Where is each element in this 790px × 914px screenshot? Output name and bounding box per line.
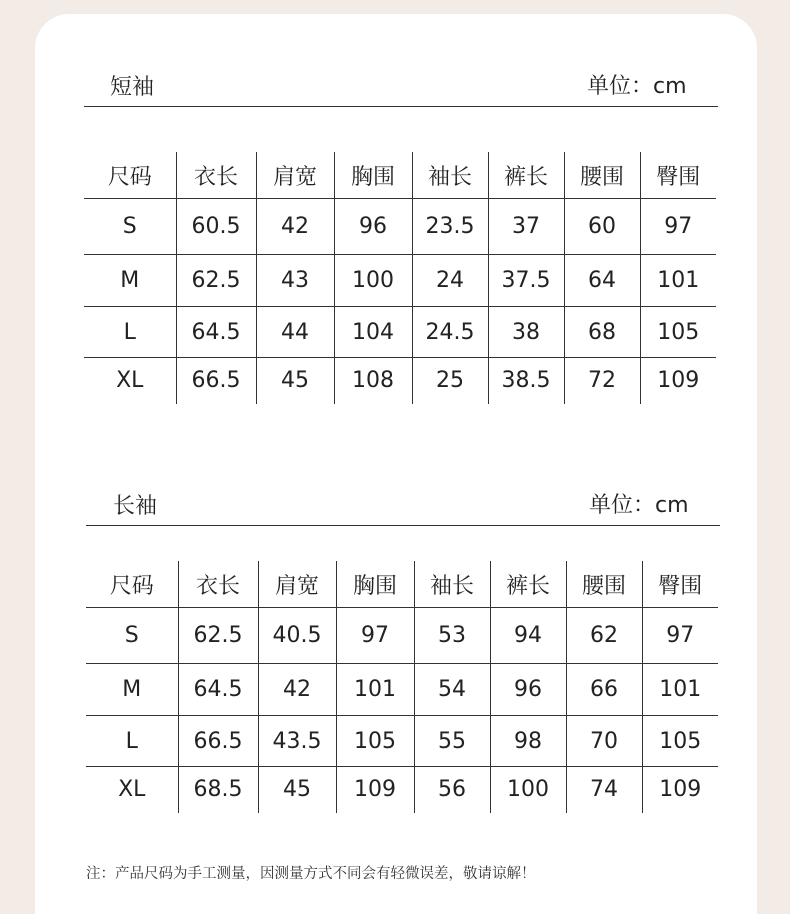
long-sleeve-title: 长袖 <box>113 494 158 519</box>
size-cell: M <box>84 255 176 307</box>
table-cell: 42 <box>256 199 334 255</box>
table-cell: 70 <box>566 716 642 767</box>
table-cell: 96 <box>490 664 566 716</box>
table-row <box>86 716 718 767</box>
table-cell: 105 <box>336 716 414 767</box>
table-cell: 25 <box>412 358 488 404</box>
table-cell: 66.5 <box>178 716 258 767</box>
table-cell: 60 <box>564 199 640 255</box>
table-cell: 23.5 <box>412 199 488 255</box>
header-cell: 臀围 <box>640 152 716 199</box>
table-row <box>84 199 716 255</box>
size-cell: XL <box>116 368 144 394</box>
table-cell: 94 <box>490 608 566 664</box>
header-cell: 肩宽 <box>256 152 334 199</box>
long-sleeve-divider <box>86 525 720 526</box>
header-cell: 尺码 <box>86 561 178 608</box>
table-cell: 105 <box>642 716 718 767</box>
table-cell: 96 <box>334 199 412 255</box>
table-cell: 100 <box>490 767 566 813</box>
short-sleeve-divider <box>84 106 718 107</box>
header-cell: 肩宽 <box>258 561 336 608</box>
short-sleeve-unit: 单位：cm <box>587 74 687 99</box>
table-row <box>86 664 718 716</box>
table-cell: 42 <box>258 664 336 716</box>
table-row <box>84 307 716 358</box>
header-cell: 胸围 <box>334 152 412 199</box>
table-cell: 55 <box>414 716 490 767</box>
table-cell: 68.5 <box>178 767 258 813</box>
table-cell: 64.5 <box>176 307 256 358</box>
size-cell: L <box>86 716 178 767</box>
table-cell: 100 <box>334 255 412 307</box>
table-cell: 43.5 <box>258 716 336 767</box>
size-cell: XL <box>118 777 146 803</box>
table-row <box>86 608 718 664</box>
header-cell: 臀围 <box>642 561 718 608</box>
short-sleeve-title: 短袖 <box>110 75 155 100</box>
table-row <box>86 767 718 813</box>
table-cell: 37 <box>488 199 564 255</box>
table-cell: 60.5 <box>176 199 256 255</box>
header-cell: 胸围 <box>336 561 414 608</box>
measurement-footnote: 注：产品尺码为手工测量，因测量方式不同会有轻微误差，敬请谅解！ <box>86 866 536 882</box>
long-sleeve-table <box>86 561 718 813</box>
table-cell: 24.5 <box>412 307 488 358</box>
table-cell: 45 <box>258 767 336 813</box>
size-cell: M <box>86 664 178 716</box>
table-row <box>84 255 716 307</box>
header-cell: 衣长 <box>176 152 256 199</box>
table-cell: 97 <box>640 199 716 255</box>
table-cell: 62 <box>566 608 642 664</box>
table-cell: 64.5 <box>178 664 258 716</box>
table-cell: 108 <box>334 358 412 404</box>
table-cell: 101 <box>642 664 718 716</box>
table-cell: 53 <box>414 608 490 664</box>
table-cell: 44 <box>256 307 334 358</box>
table-cell: 37.5 <box>488 255 564 307</box>
table-cell: 104 <box>334 307 412 358</box>
table-cell: 40.5 <box>258 608 336 664</box>
size-cell: L <box>84 307 176 358</box>
table-cell: 97 <box>336 608 414 664</box>
table-cell: 74 <box>566 767 642 813</box>
table-cell: 56 <box>414 767 490 813</box>
table-row <box>84 358 716 404</box>
header-cell: 腰围 <box>566 561 642 608</box>
table-cell: 62.5 <box>176 255 256 307</box>
table-cell: 38.5 <box>488 358 564 404</box>
table-cell: 109 <box>336 767 414 813</box>
table-cell: 24 <box>412 255 488 307</box>
table-cell: 43 <box>256 255 334 307</box>
header-cell: 裤长 <box>490 561 566 608</box>
header-cell: 衣长 <box>178 561 258 608</box>
table-cell: 109 <box>640 358 716 404</box>
header-cell: 袖长 <box>414 561 490 608</box>
table-header-row <box>84 152 716 199</box>
size-cell: S <box>86 608 178 664</box>
table-cell: 72 <box>564 358 640 404</box>
table-cell: 97 <box>642 608 718 664</box>
table-cell: 64 <box>564 255 640 307</box>
header-cell: 裤长 <box>488 152 564 199</box>
table-cell: 62.5 <box>178 608 258 664</box>
table-cell: 101 <box>336 664 414 716</box>
table-cell: 66.5 <box>176 358 256 404</box>
header-cell: 尺码 <box>84 152 176 199</box>
short-sleeve-table <box>84 152 716 404</box>
table-cell: 105 <box>640 307 716 358</box>
table-cell: 45 <box>256 358 334 404</box>
table-cell: 68 <box>564 307 640 358</box>
table-cell: 101 <box>640 255 716 307</box>
header-cell: 袖长 <box>412 152 488 199</box>
long-sleeve-unit: 单位：cm <box>589 493 689 518</box>
table-cell: 38 <box>488 307 564 358</box>
header-cell: 腰围 <box>564 152 640 199</box>
size-cell: S <box>84 199 176 255</box>
table-cell: 109 <box>642 767 718 813</box>
table-header-row <box>86 561 718 608</box>
table-cell: 66 <box>566 664 642 716</box>
table-cell: 54 <box>414 664 490 716</box>
table-cell: 98 <box>490 716 566 767</box>
